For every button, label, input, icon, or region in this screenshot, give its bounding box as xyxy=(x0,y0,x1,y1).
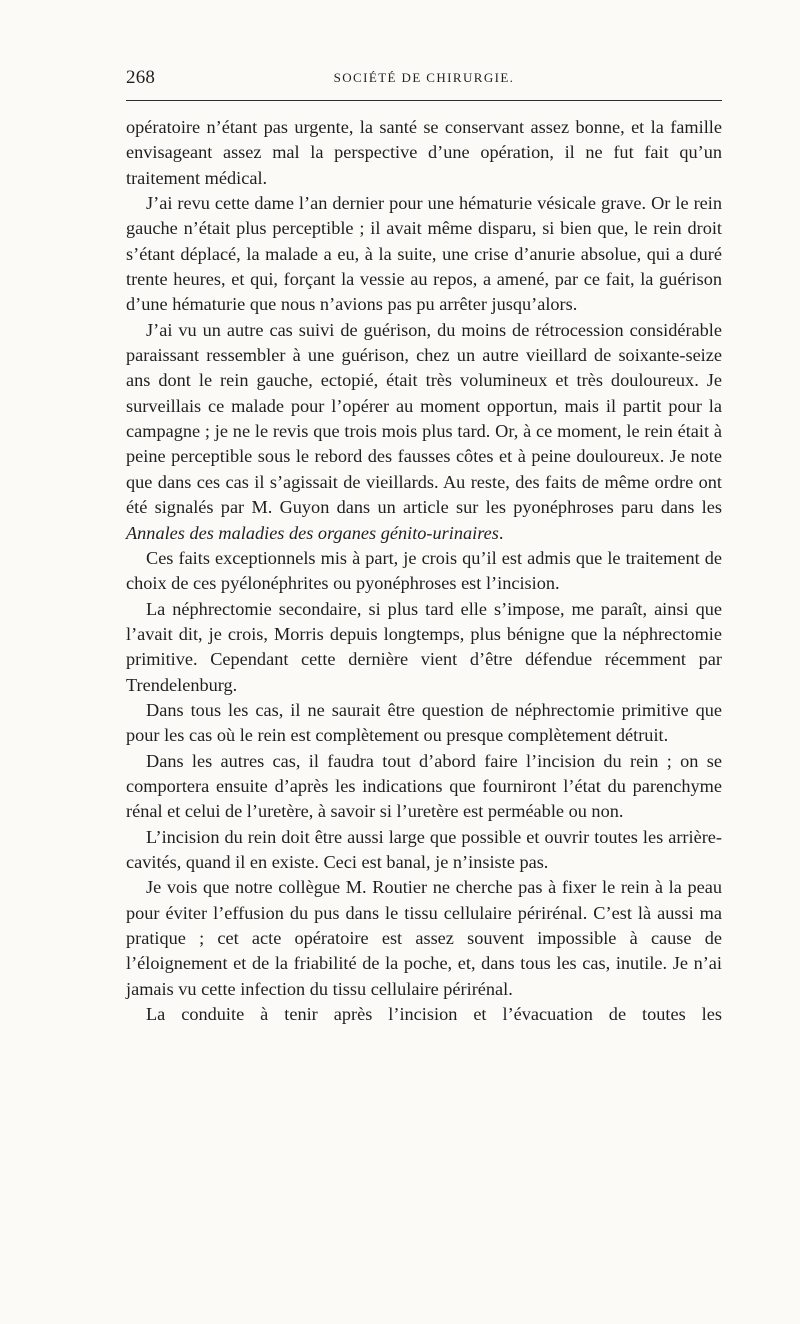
author-name: M. Guyon xyxy=(251,497,330,518)
paragraph: La conduite à tenir après l’incision et l’évacuation de toutes les xyxy=(146,1004,722,1025)
page-number: 268 xyxy=(126,67,156,88)
page-header xyxy=(126,66,722,90)
paragraph: Je vois que notre collègue M. Routier ne cherche pas à fixer le rein à la peau pour éviter l’effusion du pus dans le tissu cellulaire périrénal. C’est là aussi ma pratique ; cet acte opératoire est assez souvent impossible à cause de l’éloignement et de la friabilité de la poche, et, dans tous les cas, inutile. Je n’ai jamais vu cette infection du tissu cellulaire périrénal. xyxy=(126,877,722,999)
body-text xyxy=(126,115,722,1027)
header-rule xyxy=(126,100,722,101)
paragraph-text: dans un article sur les pyonéphroses paru dans les xyxy=(329,497,722,518)
paragraph-text: J’ai vu un autre cas suivi de guérison, du moins de rétrocession considérable paraissant ressembler à une guérison, chez un autre vieillard de soixante-seize ans dont le rein gauche, ectopié, était très volumineux et très douloureux. Je surveillais ce malade pour l’opérer au moment opportun, mais il partit pour la campagne ; je ne le revis que trois mois plus tard. Or, à ce moment, le rein était à peine perceptible sous le rebord des fausses côtes et à peine douloureux. Je note que dans ces cas il s’agissait de vieillards. Au reste, des faits de même ordre ont été signalés par xyxy=(126,319,722,518)
paragraph: L’incision du rein doit être aussi large que possible et ouvrir toutes les arrière-cavités, quand il en existe. Ceci est banal, je n’insiste pas. xyxy=(126,826,722,872)
journal-title: Annales des maladies des organes génito-urinaires xyxy=(126,522,499,543)
paragraph: Ces faits exceptionnels mis à part, je crois qu’il est admis que le traitement de choix de ces pyélonéphrites ou pyonéphroses est l’incision. xyxy=(126,547,722,594)
paragraph-text: . xyxy=(498,522,504,543)
paragraph: Dans les autres cas, il faudra tout d’abord faire l’incision du rein ; on se comportera ensuite d’après les indications que fourniront l’état du parenchyme rénal et celui de l’uretère, à savoir si l’uretère est perméable ou non. xyxy=(126,750,722,822)
paragraph xyxy=(126,318,722,546)
paragraph: Dans tous les cas, il ne saurait être question de néphrectomie primitive que pour les cas où le rein est complètement ou presque complètement détruit. xyxy=(126,699,722,746)
running-title: SOCIÉTÉ DE CHIRURGIE. xyxy=(333,70,515,85)
paragraph: J’ai revu cette dame l’an dernier pour une hématurie vésicale grave. Or le rein gauche n’était plus perceptible ; il avait même disparu, si bien que, le rein droit s’étant déplacé, la malade a eu, à la suite, une crise d’anurie absolue, qui a duré trente heures, et qui, forçant la vessie au repos, a amené, par ce fait, la guérison d’une hématurie que nous n’avions pas pu arrêter jusqu’alors. xyxy=(126,193,722,315)
paragraph: La néphrectomie secondaire, si plus tard elle s’impose, me paraît, ainsi que l’avait dit, je crois, Morris depuis longtemps, plus bénigne que la néphrectomie primitive. Cependant cette dernière vient d’être défendue récemment par Trendelenburg. xyxy=(126,598,722,695)
paragraph: opératoire n’étant pas urgente, la santé se conservant assez bonne, et la famille envisageant assez mal la perspective d’une opération, il ne fut fait qu’un traitement médical. xyxy=(126,117,722,188)
